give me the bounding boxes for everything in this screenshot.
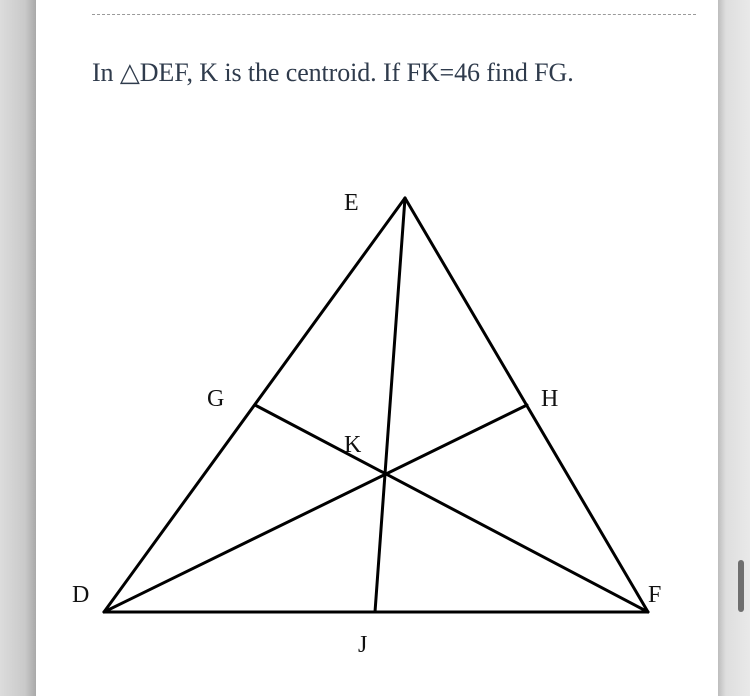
label-k: K	[344, 432, 362, 458]
label-e: E	[344, 190, 359, 216]
median-ej	[375, 198, 405, 612]
question-text: In △DEF, K is the centroid. If FK=46 find FG.	[92, 58, 574, 87]
right-margin	[718, 0, 750, 696]
triangle-diagram	[36, 0, 718, 696]
left-margin	[0, 0, 36, 696]
label-h: H	[541, 386, 559, 412]
scrollbar[interactable]	[738, 560, 744, 612]
label-f: F	[648, 582, 662, 608]
label-j: J	[358, 632, 368, 658]
label-g: G	[207, 386, 225, 412]
label-d: D	[72, 582, 90, 608]
question-card	[36, 0, 718, 696]
